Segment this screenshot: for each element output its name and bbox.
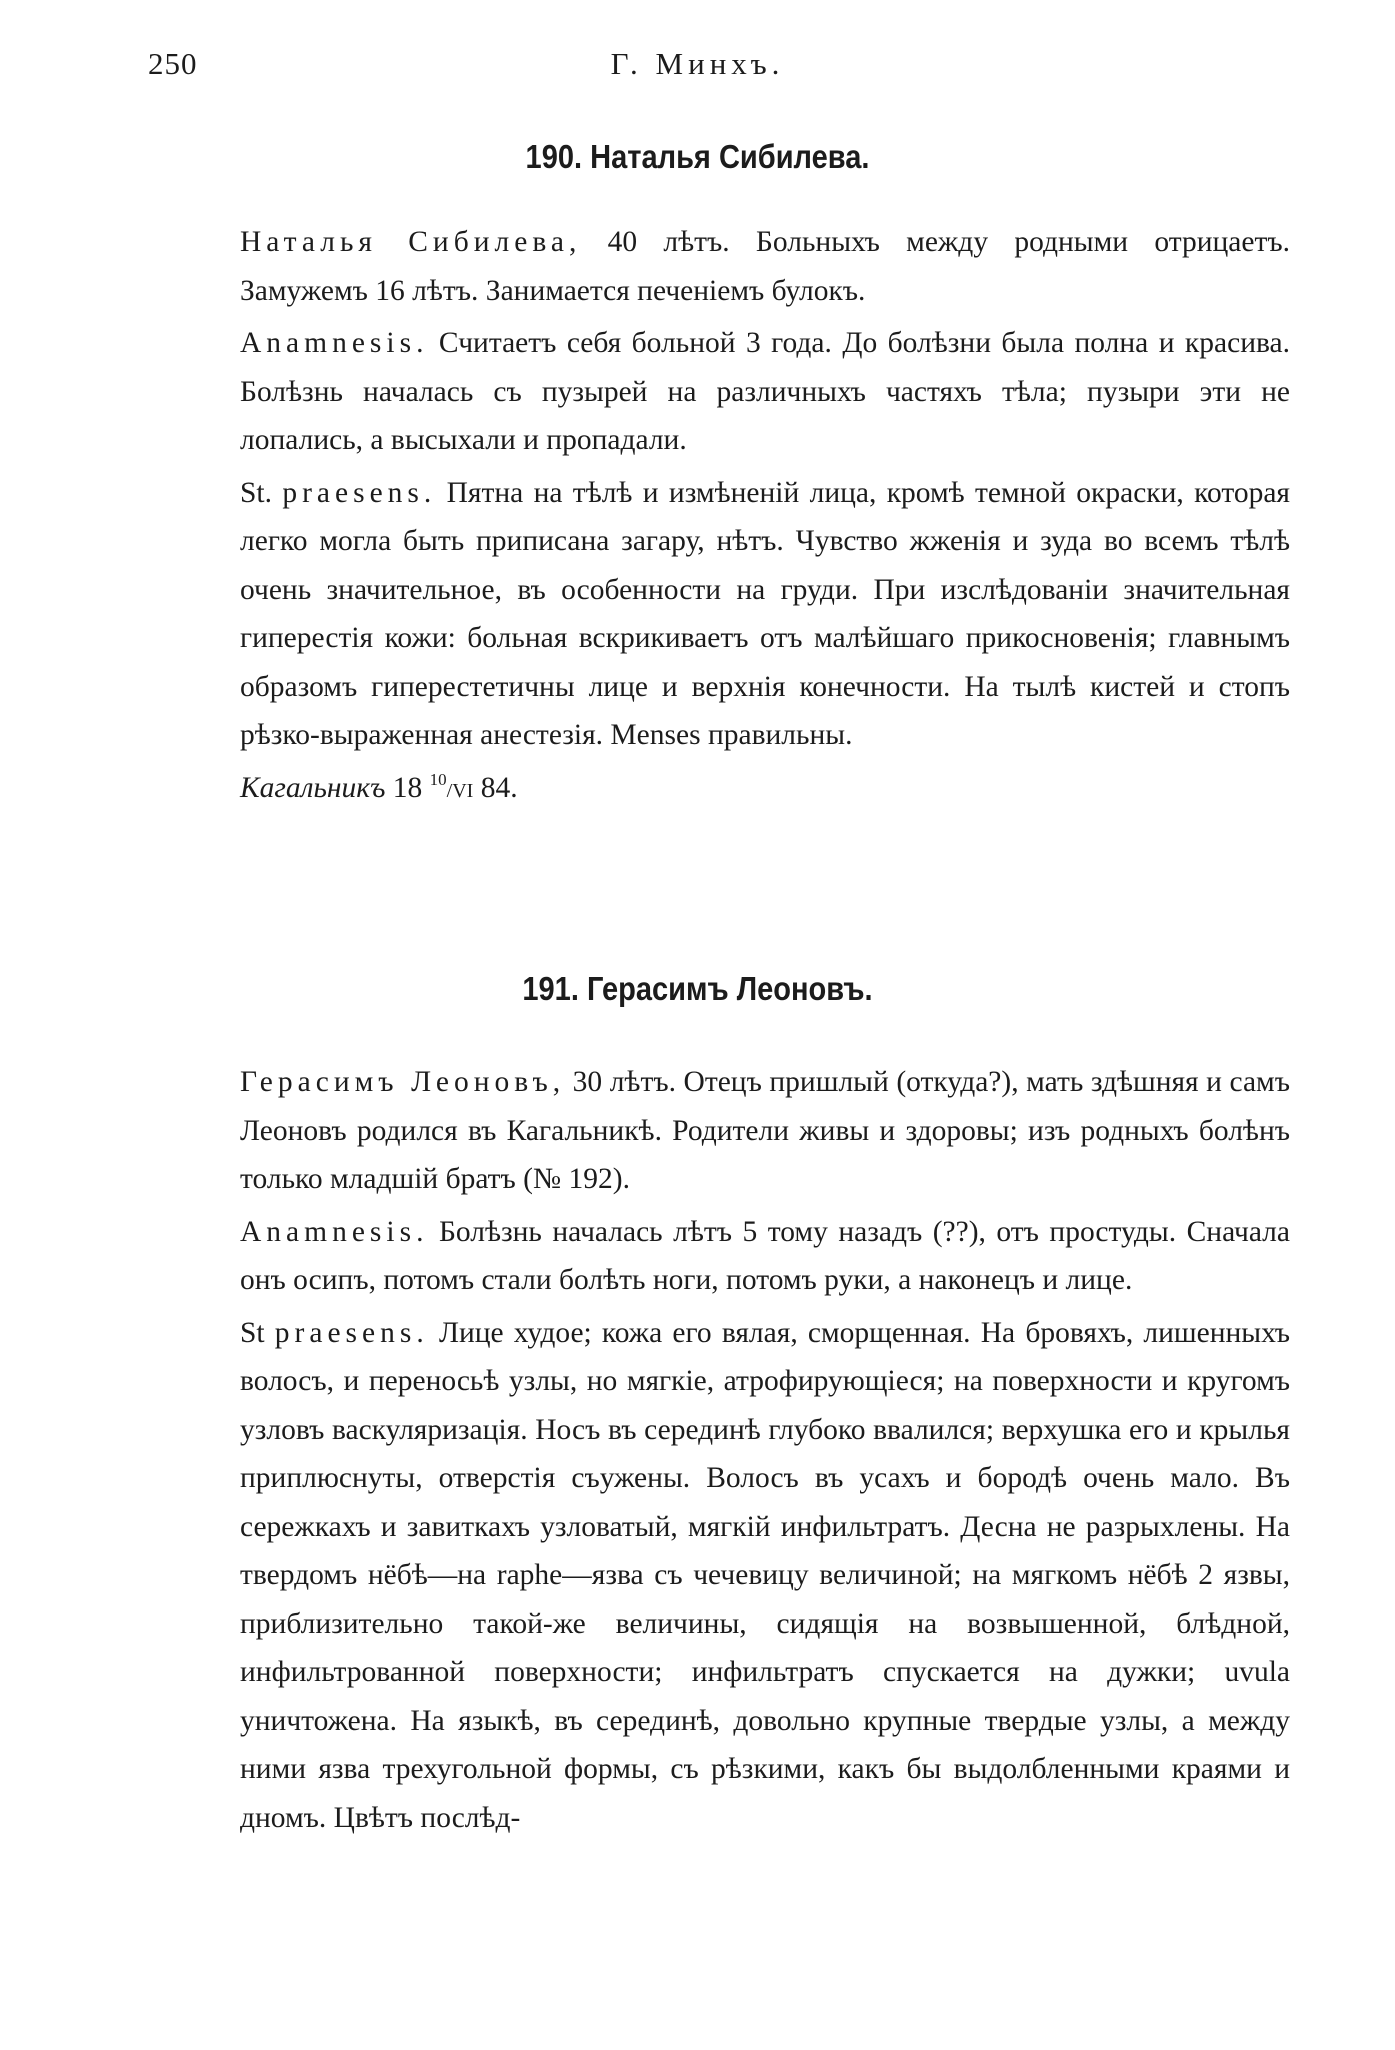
status-label-a: St — [240, 1316, 265, 1349]
case-191-status — [240, 1309, 1290, 1843]
anamnesis-label: Anamnesis. — [240, 327, 429, 359]
case-191-intro — [240, 1058, 1290, 1204]
page-header — [0, 46, 1395, 96]
date-year: 84. — [473, 771, 518, 804]
status-text: Лице худое; кожа его вялая, сморщенная. На бровяхъ, лишенныхъ волосъ, и переносьѣ узлы, но мягкіе, атрофирующіеся; на поверхности и кругомъ узловъ васкуляризація. Носъ въ серединѣ глубоко ввалился; верхушка его и крылья приплюснуты, отверстія съужены. Волосъ въ усахъ и бородѣ очень мало. Въ сережкахъ и завиткахъ узловатый, мягкій инфильтратъ. Десна не разрыхлены. На твердомъ нёбѣ—на raphe—язва съ чечевицу величиной; на мягкомъ нёбѣ 2 язвы, приблизительно такой-же величины, сидящія на возвышенной, блѣдной, инфильтрованной поверхности; инфильтратъ спускается на дужки; uvula уничтожена. На языкѣ, въ серединѣ, довольно крупные твердые узлы, а между ними язва трехугольной формы, съ рѣзкими, какъ бы выдолбленными краями и дномъ. Цвѣтъ послѣд- — [240, 1316, 1290, 1834]
patient-name: Наталья Сибилева, — [240, 226, 582, 258]
case-190-anamnesis — [240, 319, 1290, 465]
status-label-a: St. — [240, 476, 272, 509]
case-191-body — [240, 1058, 1290, 1842]
page-number: 250 — [148, 46, 198, 81]
date-day: 18 — [392, 771, 423, 804]
anamnesis-text: Считаетъ себя больной 3 года. До болѣзни была полна и красива. Болѣзнь началась съ пузырей на различныхъ частяхъ тѣла; пузыри эти не лопались, а высыхали и пропадали. — [240, 327, 1290, 456]
intro-text: 40 лѣтъ. Больныхъ между родными отрицаетъ. Замужемъ 16 лѣтъ. Занимается печеніемъ булокъ. — [240, 226, 1290, 307]
case-191-title: 191. Герасимъ Леоновъ. — [522, 970, 873, 1007]
status-text: Пятна на тѣлѣ и измѣненій лица, кромѣ темной окраски, которая легко могла быть приписана загару, нѣтъ. Чувство жженія и зуда во всемъ тѣлѣ очень значительное, въ особенности на груди. При изслѣдованіи значительная гиперестія кожи: больная вскрикиваетъ отъ малѣйшаго прикосновенія; главнымъ образомъ гиперестетичны лице и верхнія конечности. На тылѣ кистей и стопъ рѣзко-выраженная анестезія. Menses правильны. — [240, 476, 1290, 751]
case-190-intro — [240, 218, 1290, 315]
status-label-b: praesens. — [274, 1316, 429, 1349]
running-head: Г. Минхъ. — [610, 46, 785, 81]
date-sup: 10 — [429, 769, 447, 789]
date-month: /VI — [446, 779, 474, 802]
case-191-anamnesis — [240, 1208, 1290, 1305]
case-190-status — [240, 469, 1290, 760]
anamnesis-text: Болѣзнь началась лѣтъ 5 тому назадъ (??), отъ простуды. Сначала онъ осипъ, потомъ стали болѣть ноги, потомъ руки, а наконецъ и лице. — [240, 1215, 1290, 1296]
patient-name: Герасимъ Леоновъ, — [240, 1066, 566, 1098]
case-190-place-date — [240, 764, 1290, 816]
place-name: Кагальникъ — [240, 771, 386, 804]
case-190-body — [240, 218, 1290, 815]
case-190-title: 190. Наталья Сибилева. — [525, 138, 870, 175]
intro-text: 30 лѣтъ. Отецъ пришлый (откуда?), мать здѣшняя и самъ Леоновъ родился въ Кагальникѣ. Родители живы и здоровы; изъ родныхъ болѣнъ только младшій братъ (№ 192). — [240, 1066, 1290, 1195]
anamnesis-label: Anamnesis. — [240, 1215, 429, 1248]
status-label-b: praesens. — [282, 476, 437, 509]
